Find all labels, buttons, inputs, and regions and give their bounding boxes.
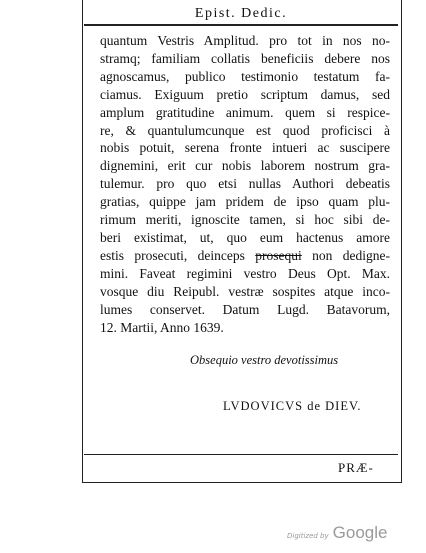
footer-rule bbox=[84, 454, 398, 455]
text-line: ciamus. Exiguum pretio scriptum damus, sed bbox=[100, 86, 390, 102]
signatory-name: LVDOVICVS de DIEV. bbox=[223, 399, 362, 413]
text-line: tulemur. pro quo etsi nullas Authori debeatis bbox=[100, 176, 390, 192]
text-line: beri existimat, ut, quo eum hactenus amore bbox=[100, 229, 390, 245]
text-line-end: non dedigne- bbox=[312, 247, 390, 263]
text-line: agnoscamus, publico testimonio testatum fa- bbox=[100, 68, 390, 84]
text-line: gratias, quippe jam pridem de ipso quam plu- bbox=[100, 194, 390, 210]
text-line: nobis potuit, serena fronte intueri ac suscipere bbox=[100, 140, 390, 156]
text-line: amplum gratitudine animum. quem si respice- bbox=[100, 104, 390, 120]
text-line: stramq; familiam collatis beneficiis debere nos bbox=[100, 50, 390, 66]
struck-word: prosequi bbox=[255, 247, 302, 263]
text-line: mini. Faveat regimini vestro Deus Opt. Max. bbox=[100, 265, 390, 281]
watermark-logo: Google bbox=[332, 523, 388, 542]
text-line: lumes conservet. Datum Lugd. Batavorum, bbox=[100, 301, 390, 317]
watermark-prefix: Digitized by bbox=[287, 532, 329, 540]
text-line-date: 12. Martii, Anno 1639. bbox=[100, 319, 224, 335]
running-header: Epist. Dedic. bbox=[84, 4, 398, 26]
digitization-watermark bbox=[287, 523, 387, 543]
catchword: PRÆ- bbox=[338, 460, 374, 475]
text-line-start: estis prosecuti, deinceps bbox=[100, 247, 245, 263]
text-line: re, & quantulumcunque est quod proficisci à bbox=[100, 122, 390, 138]
dedication-text bbox=[100, 32, 390, 336]
text-line: vosque diu Reipubl. vestræ sospites atque inco- bbox=[100, 283, 390, 299]
text-line: quantum Vestris Amplitud. pro tot in nos no- bbox=[100, 33, 390, 48]
closing-phrase: Obsequio vestro devotissimus bbox=[190, 353, 339, 367]
text-line: rimum meriti, ignoscite tamen, si hoc sibi de- bbox=[100, 212, 390, 228]
text-line-with-correction bbox=[100, 247, 390, 265]
text-line: dignemini, erit cur nobis laborem nostrum gra- bbox=[100, 158, 390, 174]
